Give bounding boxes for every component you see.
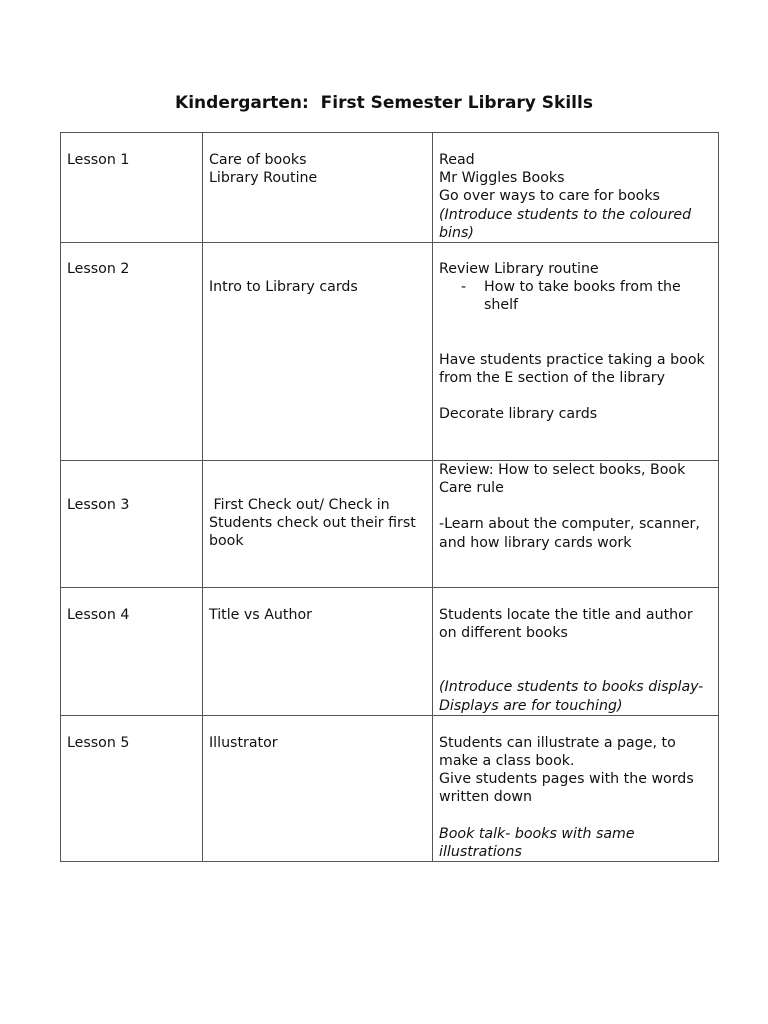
- topic-line: First Check out/ Check in: [209, 497, 390, 514]
- lesson-label-cell: [61, 461, 203, 588]
- lesson-label-cell: [61, 133, 203, 243]
- lesson-activities-cell: [433, 715, 719, 861]
- lesson-label: Lesson 5: [67, 734, 130, 751]
- table-row: [61, 588, 719, 716]
- lesson-label: Lesson 2: [67, 261, 130, 278]
- activity-line: Go over ways to care for books: [439, 188, 660, 205]
- lesson-activities-cell: [433, 461, 719, 588]
- lesson-activities-cell: [433, 133, 719, 243]
- activity-line: Review: How to select books, Book Care rule: [439, 462, 690, 497]
- topic-line: Library Routine: [209, 170, 318, 187]
- activity-line: Students can illustrate a page, to make a class book.: [439, 734, 681, 770]
- activity-sub-item: [439, 278, 712, 314]
- lesson-topic-cell: [203, 461, 433, 588]
- activity-line: Review Library routine: [439, 261, 599, 278]
- lesson-topic-cell: [203, 243, 433, 461]
- lesson-topic-cell: [203, 133, 433, 243]
- sub-item-text: How to take books from the shelf: [484, 279, 681, 314]
- table-row: [61, 243, 719, 461]
- activity-line: Have students practice taking a book from the E section of the library: [439, 351, 710, 386]
- lesson-activities-cell: [433, 588, 719, 716]
- activity-line: Decorate library cards: [439, 406, 598, 423]
- activity-line: -Learn about the computer, scanner, and how library cards work: [439, 516, 705, 551]
- topic-line: Intro to Library cards: [209, 279, 358, 296]
- activity-line: Read: [439, 152, 475, 168]
- activity-note: (Introduce students to books display- Displays are for touching): [439, 679, 708, 714]
- lesson-label: Lesson 4: [67, 607, 130, 624]
- lesson-label-cell: [61, 715, 203, 861]
- lesson-label: Lesson 1: [67, 152, 130, 168]
- activity-line: Mr Wiggles Books: [439, 170, 565, 187]
- lesson-label: Lesson 3: [67, 497, 130, 514]
- activity-note: (Introduce students to the coloured bins): [439, 206, 696, 241]
- lesson-table: [60, 132, 719, 862]
- dash-bullet: -: [461, 279, 467, 296]
- lesson-label-cell: [61, 588, 203, 716]
- topic-line: Students check out their first book: [209, 515, 421, 550]
- lesson-label-cell: [61, 243, 203, 461]
- topic-line: Illustrator: [209, 734, 278, 751]
- table-row: [61, 461, 719, 588]
- topic-line: Title vs Author: [209, 607, 312, 624]
- topic-line: Care of books: [209, 152, 307, 168]
- activity-line: Students locate the title and author on different books: [439, 607, 698, 642]
- table-row: [61, 133, 719, 243]
- table-row: [61, 715, 719, 861]
- lesson-topic-cell: [203, 715, 433, 861]
- lesson-activities-cell: [433, 243, 719, 461]
- page-title: Kindergarten: First Semester Library Skills: [175, 93, 593, 113]
- activity-line: Give students pages with the words written down: [439, 771, 699, 806]
- lesson-topic-cell: [203, 588, 433, 716]
- activity-note: Book talk- books with same illustrations: [439, 825, 640, 860]
